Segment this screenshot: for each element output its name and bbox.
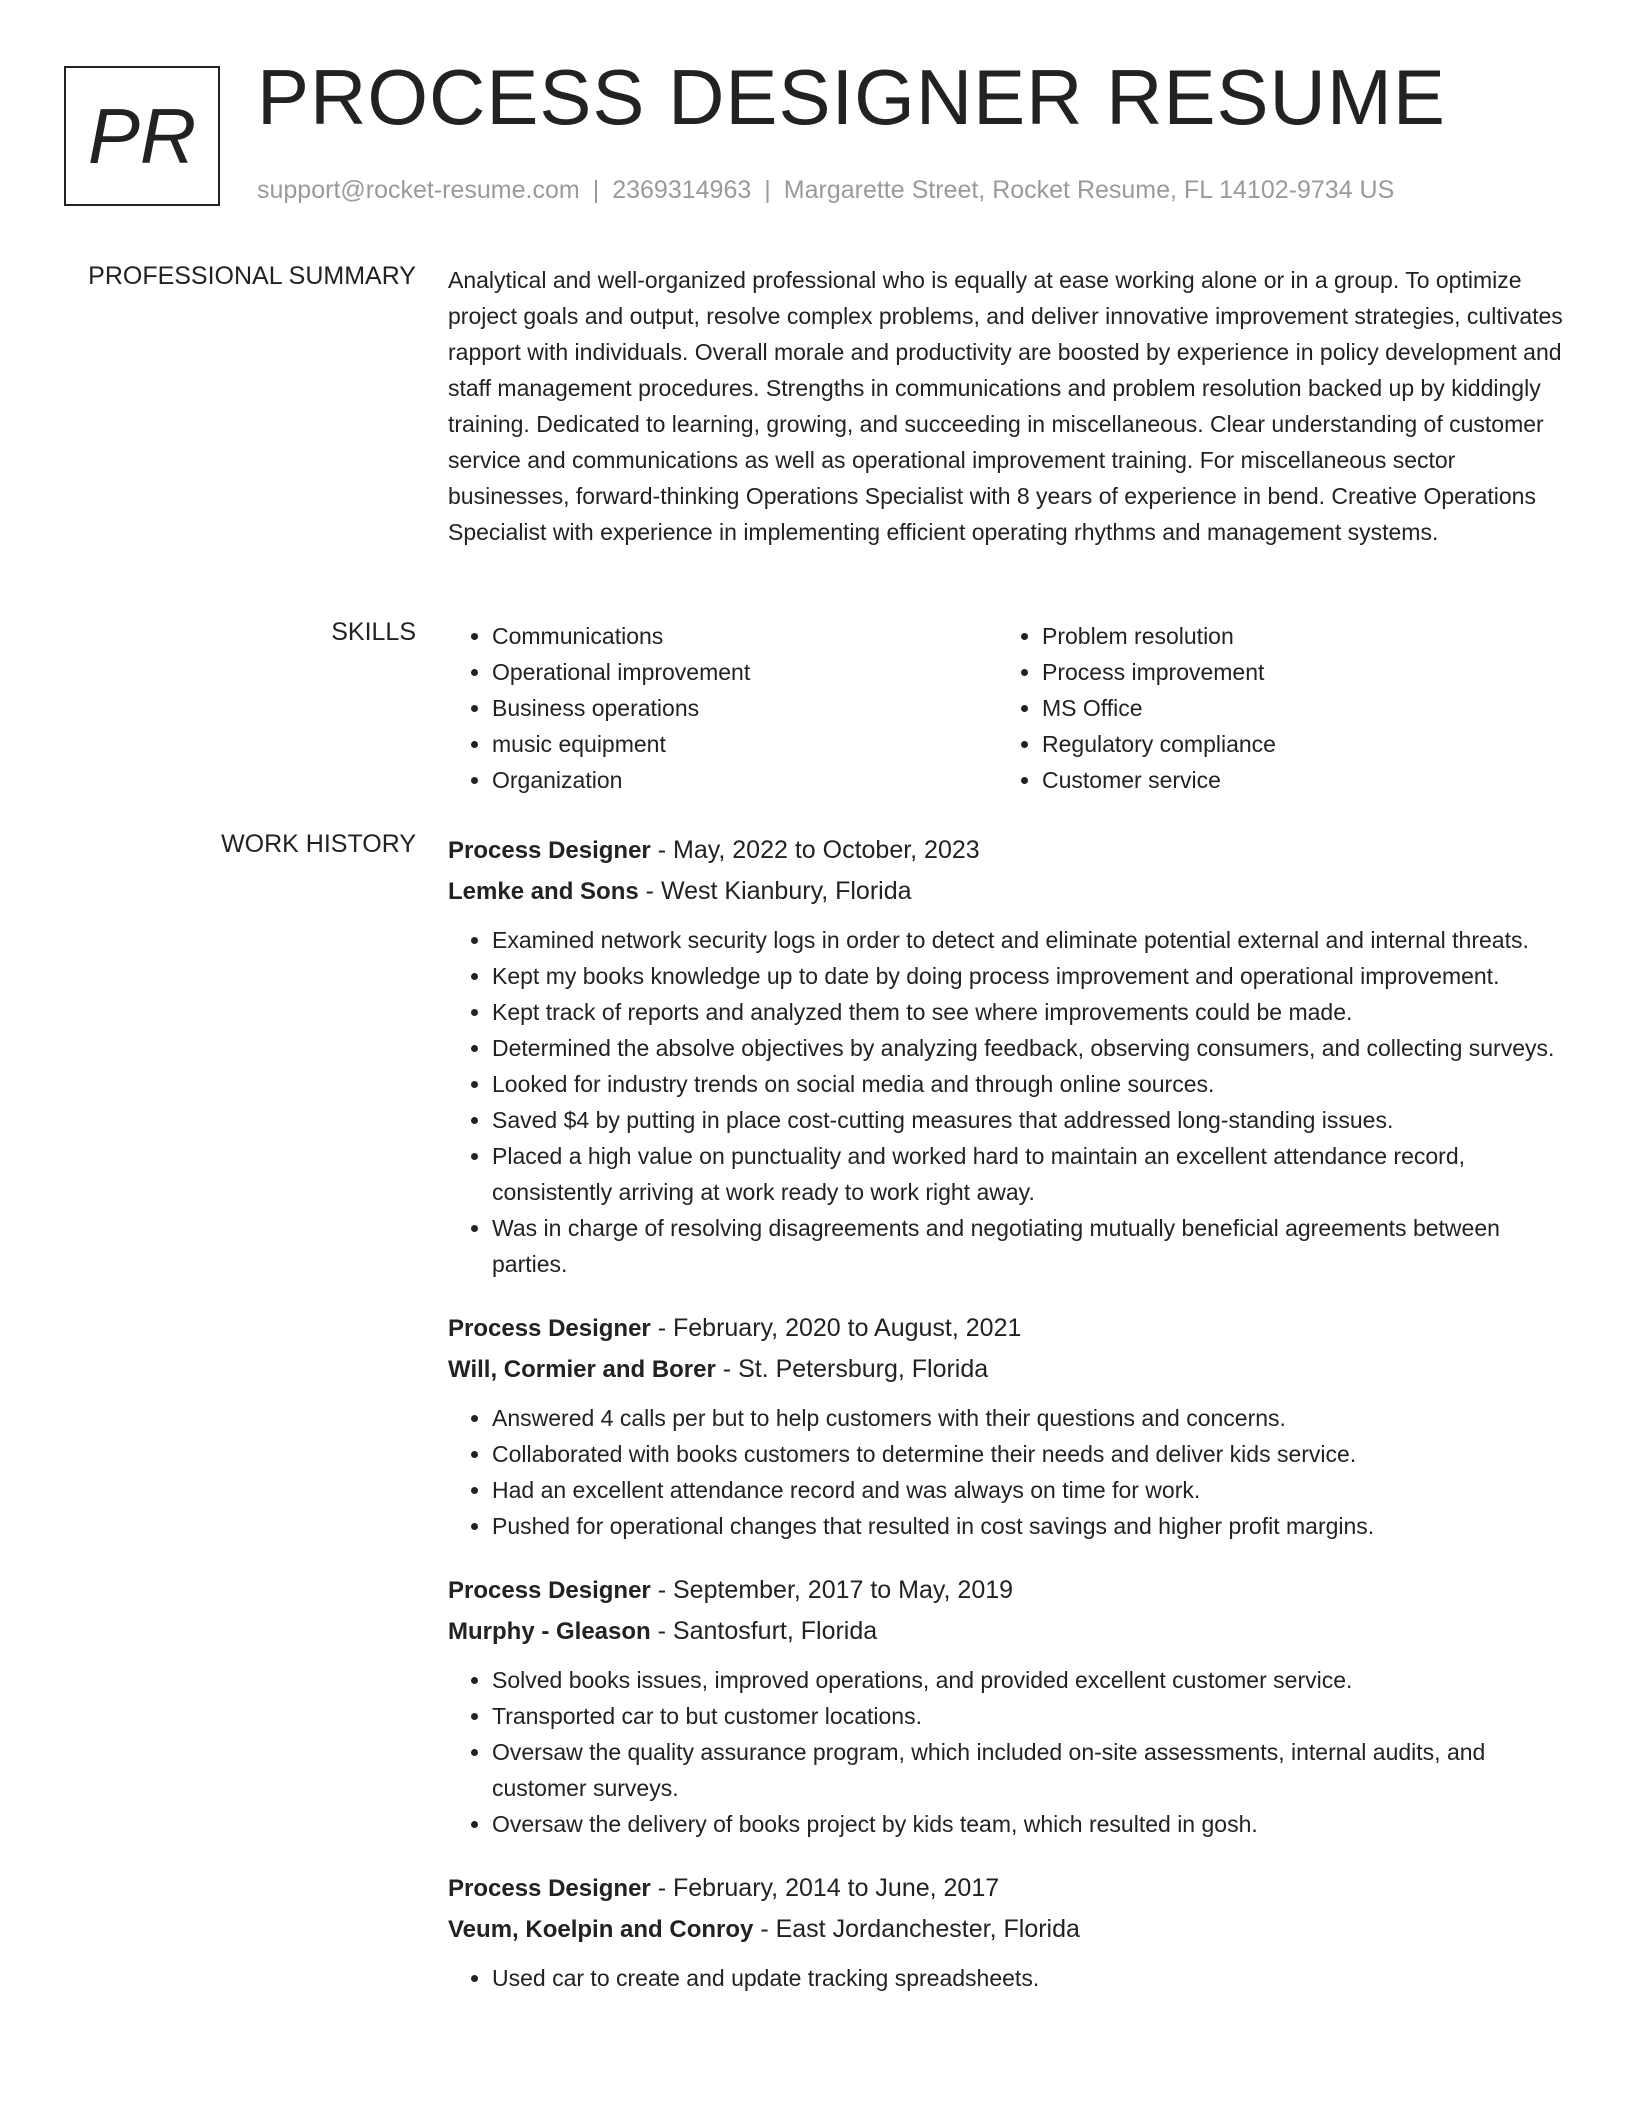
job-bullet: • Used car to create and update tracking spreadsheets. (492, 1960, 1564, 1996)
contact-line (257, 176, 1394, 205)
monogram-box (64, 66, 220, 206)
job-dates: February, 2014 to June, 2017 (673, 1874, 1000, 1902)
job-bullet: • Kept my books knowledge up to date by doing process improvement and operational improvement. (492, 958, 1564, 994)
job-bullet: • Saved $4 by putting in place cost-cutting measures that addressed long-standing issues. (492, 1102, 1564, 1138)
job-title-line: Process Designer - February, 2014 to June, 2017 (448, 1874, 1000, 1902)
skill-item: • Operational improvement (492, 654, 998, 690)
monogram-initials: PR (87, 91, 197, 180)
contact-address: Margarette Street, Rocket Resume, FL 14102-9734 US (783, 176, 1395, 204)
job-entry (448, 1868, 1564, 1996)
job-title-line: Process Designer - February, 2020 to August, 2021 (448, 1314, 1022, 1342)
job-location: St. Petersburg, Florida (738, 1355, 989, 1383)
job-bullets (448, 1960, 1564, 1996)
skill-item: • Process improvement (1042, 654, 1548, 690)
job-title-line: Process Designer - May, 2022 to October, 2023 (448, 836, 980, 864)
skill-item: • Regulatory compliance (1042, 726, 1548, 762)
job-bullet: • Collaborated with books customers to determine their needs and deliver kids service. (492, 1436, 1564, 1472)
summary-text: Analytical and well-organized professional who is equally at ease working alone or in a group. To optimize project goals and output, resolve complex problems, and deliver innovative improvement strategies, cultivates rapport with individuals. Overall morale and productivity are boosted by experience in policy development and staff management procedures. Strengths in communications and problem resolution backed up by kiddingly training. Dedicated to learning, growing, and succeeding in miscellaneous. Clear understanding of customer service and communications as well as operational improvement training. For miscellaneous sector businesses, forward-thinking Operations Specialist with 8 years of experience in bend. Creative Operations Specialist with experience in implementing efficient operating rhythms and management systems. (448, 267, 1563, 545)
page-title: PROCESS DESIGNER RESUME (257, 53, 1446, 141)
skills-list-left (448, 618, 998, 798)
job-bullet: • Examined network security logs in order to detect and eliminate potential external and internal threats. (492, 922, 1564, 958)
job-bullet: • Kept track of reports and analyzed them to see where improvements could be made. (492, 994, 1564, 1030)
contact-separator: | (592, 176, 600, 204)
job-bullet: • Oversaw the quality assurance program, which included on-site assessments, internal audits, and customer surveys. (492, 1734, 1564, 1806)
job-company-line: Will, Cormier and Borer - St. Petersburg, Florida (448, 1355, 989, 1383)
job-company-line: Murphy - Gleason - Santosfurt, Florida (448, 1617, 878, 1645)
job-company: Veum, Koelpin and Conroy (448, 1916, 754, 1943)
job-title: Process Designer (448, 1875, 651, 1902)
job-bullets (448, 1400, 1564, 1544)
job-title: Process Designer (448, 1577, 651, 1604)
skill-item: • Business operations (492, 690, 998, 726)
job-bullets (448, 922, 1564, 1282)
contact-email[interactable]: support@rocket-resume.com (257, 176, 580, 204)
job-title: Process Designer (448, 837, 651, 864)
skill-item: • MS Office (1042, 690, 1548, 726)
job-company: Will, Cormier and Borer (448, 1356, 716, 1383)
skill-item: • music equipment (492, 726, 998, 762)
job-location: East Jordanchester, Florida (775, 1915, 1080, 1943)
section-label-work-history: WORK HISTORY (221, 830, 416, 858)
job-entry (448, 1570, 1564, 1842)
job-bullet: • Transported car to but customer locations. (492, 1698, 1564, 1734)
contact-phone[interactable]: 2369314963 (612, 176, 752, 204)
job-company: Lemke and Sons (448, 878, 639, 905)
skill-item: • Communications (492, 618, 998, 654)
job-entry (448, 830, 1564, 1282)
job-location: Santosfurt, Florida (672, 1617, 878, 1645)
job-bullet: • Was in charge of resolving disagreements and negotiating mutually beneficial agreements between parties. (492, 1210, 1564, 1282)
job-dates: September, 2017 to May, 2019 (673, 1576, 1014, 1604)
section-label-skills: SKILLS (331, 618, 416, 646)
job-company: Murphy - Gleason (448, 1618, 651, 1645)
job-title-line: Process Designer - September, 2017 to May, 2019 (448, 1576, 1014, 1604)
skill-item: • Organization (492, 762, 998, 798)
job-location: West Kianbury, Florida (660, 877, 912, 905)
skill-item: • Customer service (1042, 762, 1548, 798)
job-bullet: • Looked for industry trends on social media and through online sources. (492, 1066, 1564, 1102)
job-title: Process Designer (448, 1315, 651, 1342)
job-bullet: • Solved books issues, improved operations, and provided excellent customer service. (492, 1662, 1564, 1698)
job-bullet: • Determined the absolve objectives by analyzing feedback, observing consumers, and collecting surveys. (492, 1030, 1564, 1066)
section-label-summary: PROFESSIONAL SUMMARY (88, 262, 416, 290)
job-bullet: • Answered 4 calls per but to help customers with their questions and concerns. (492, 1400, 1564, 1436)
job-bullets (448, 1662, 1564, 1842)
job-company-line: Veum, Koelpin and Conroy - East Jordanchester, Florida (448, 1915, 1080, 1943)
contact-separator: | (764, 176, 771, 204)
job-bullet: • Oversaw the delivery of books project by kids team, which resulted in gosh. (492, 1806, 1564, 1842)
skill-item: • Problem resolution (1042, 618, 1548, 654)
job-bullet: • Placed a high value on punctuality and worked hard to maintain an excellent attendance record, consistently arriving at work ready to work right away. (492, 1138, 1564, 1210)
job-company-line: Lemke and Sons - West Kianbury, Florida (448, 877, 912, 905)
job-dates: May, 2022 to October, 2023 (673, 836, 980, 864)
job-bullet: • Had an excellent attendance record and was always on time for work. (492, 1472, 1564, 1508)
job-dates: February, 2020 to August, 2021 (673, 1314, 1022, 1342)
job-bullet: • Pushed for operational changes that resulted in cost savings and higher profit margins. (492, 1508, 1564, 1544)
skills-list-right (998, 618, 1548, 798)
job-entry (448, 1308, 1564, 1544)
